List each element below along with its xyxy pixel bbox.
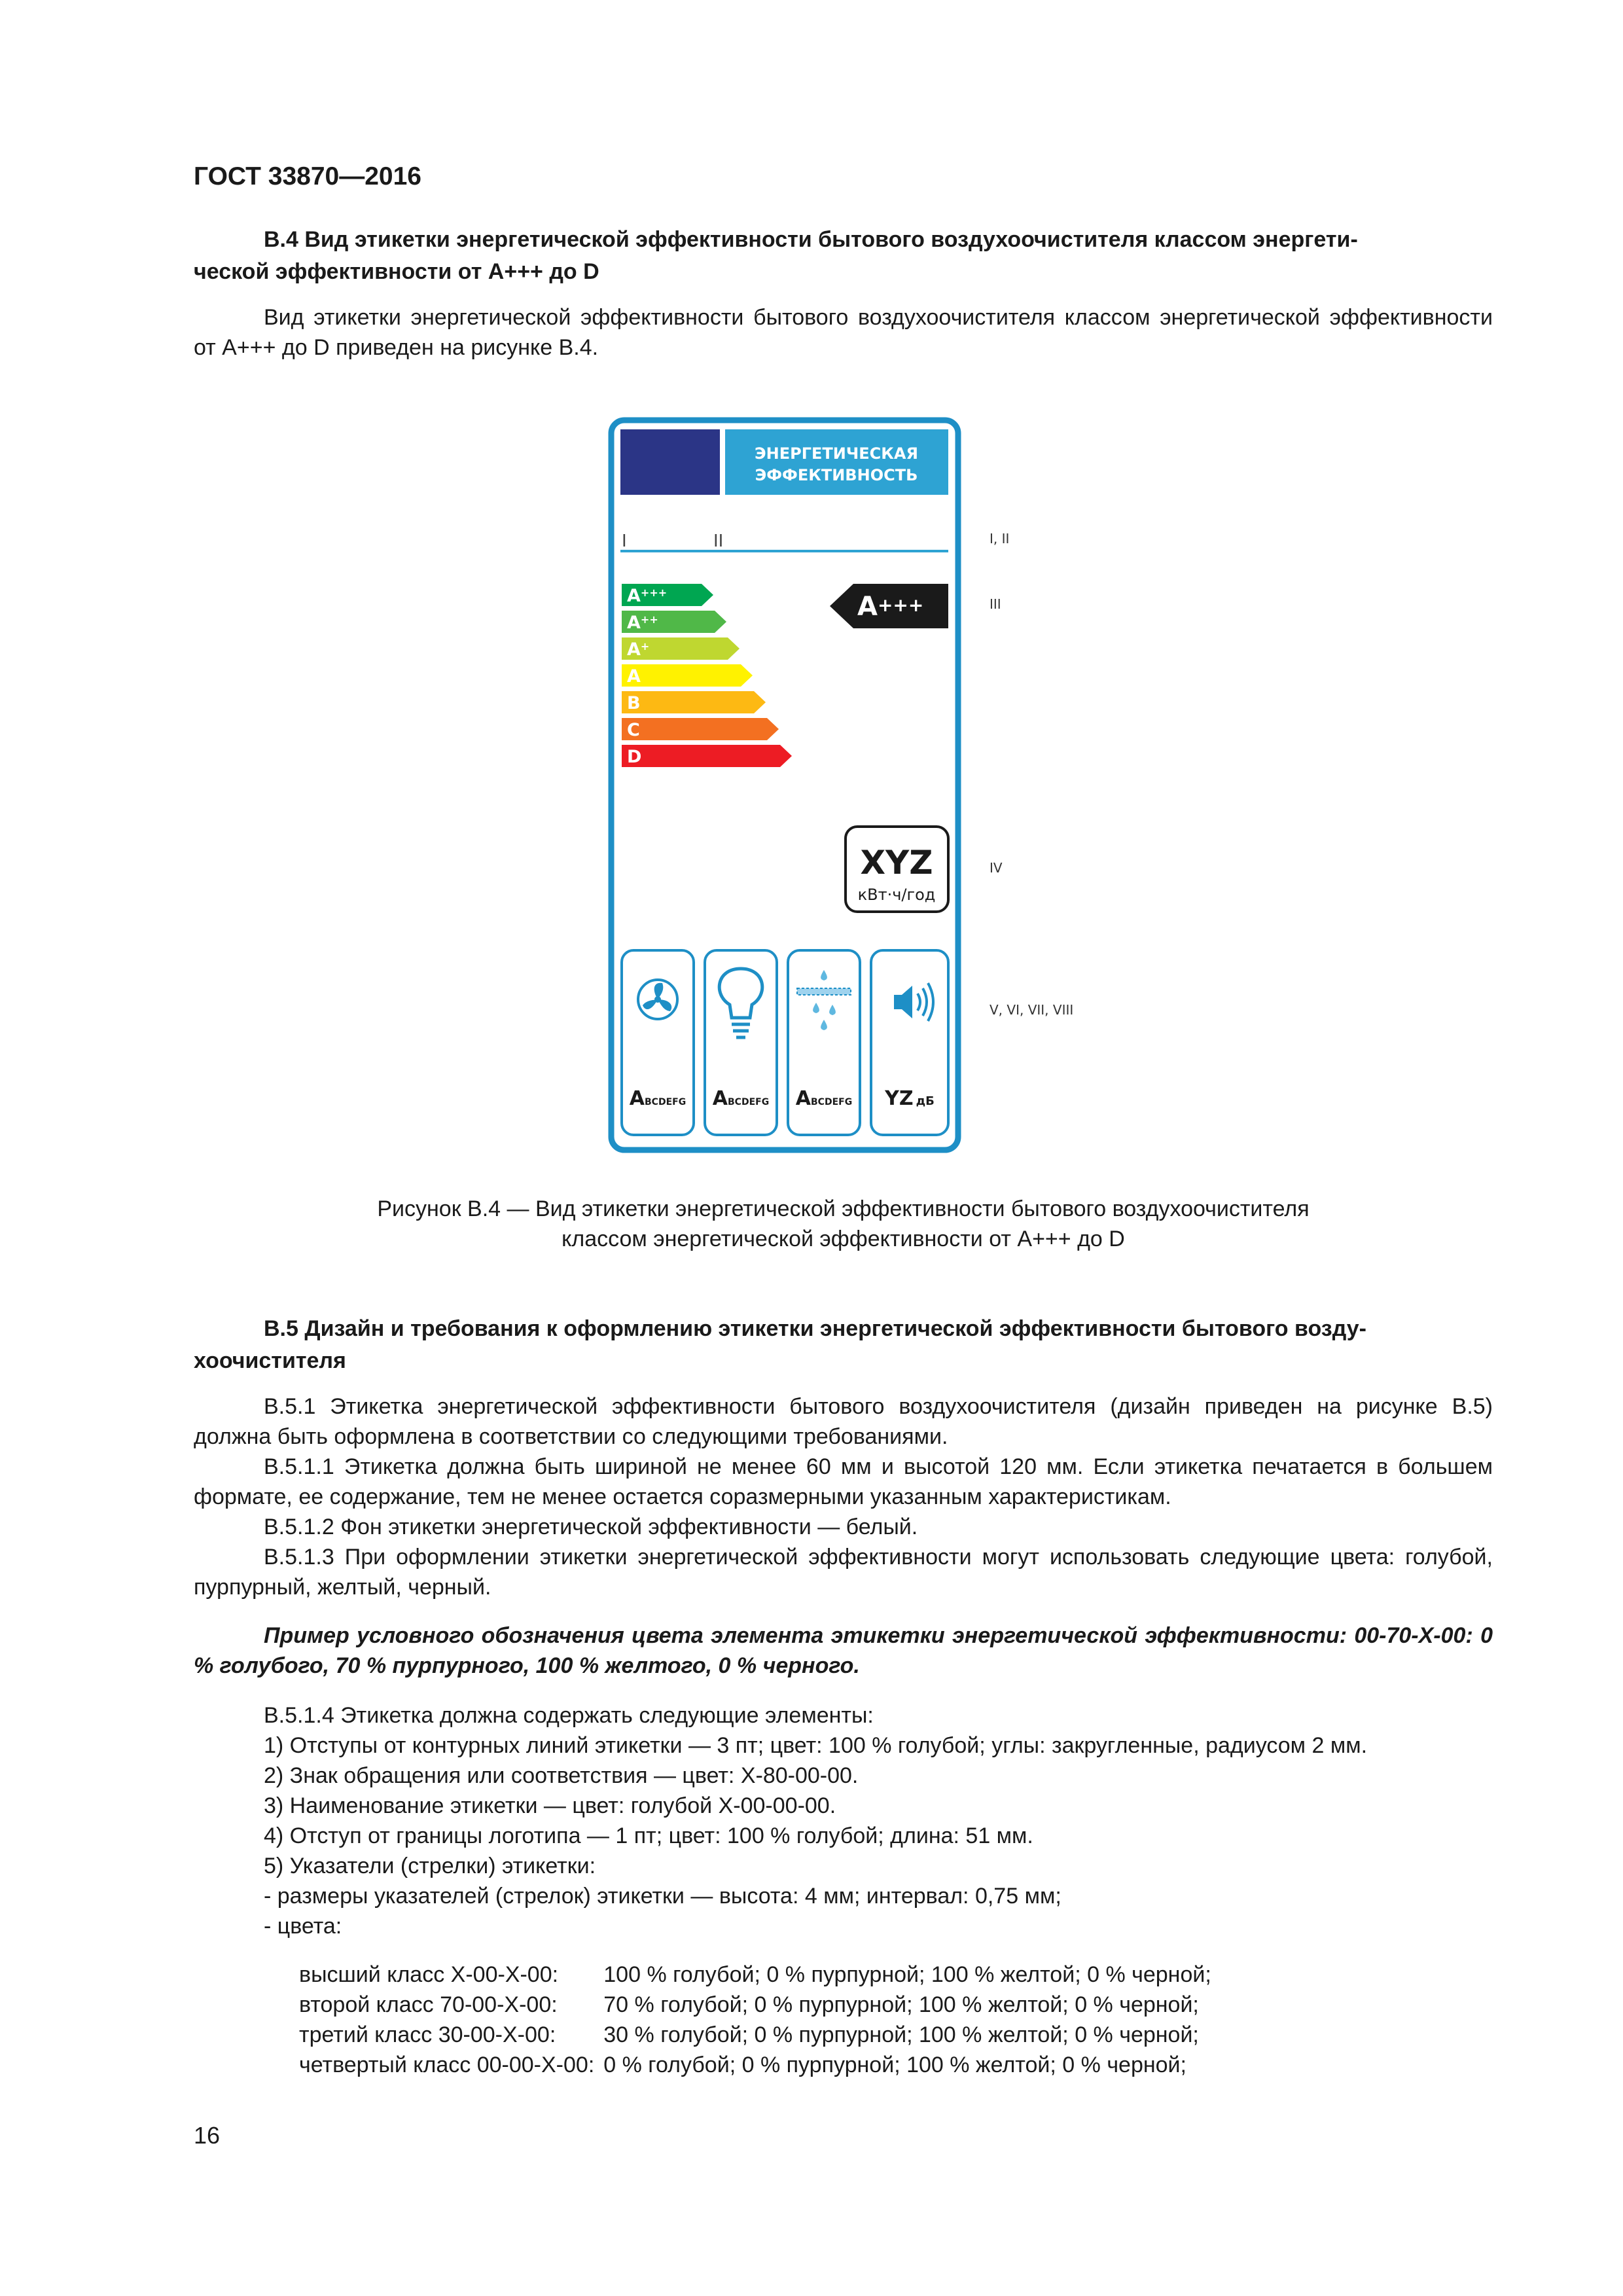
- list-item: - цвета:: [264, 1914, 342, 1939]
- marker-iv: IV: [990, 860, 1003, 876]
- class-arrow-label: A+++: [627, 586, 668, 606]
- list-item: 3) Наименование этикетки — цвет: голубой Х-00-00-00.: [264, 1793, 836, 1818]
- label-field-ii: II: [713, 531, 724, 551]
- marker-iii: III: [990, 596, 1001, 612]
- paragraph-b511: В.5.1.1 Этикетка должна быть шириной не менее 60 мм и высотой 120 мм. Если этикетка печатается в большем формате, ее содержание, тем не менее остается соразмерными указанным характеристикам.: [194, 1454, 1493, 1509]
- section-b4-title: В.4 Вид этикетки энергетической эффективности бытового воздухоочистителя классом энергети- ческой эффективности от А+++ до D: [194, 227, 1358, 284]
- section-b5-title: В.5 Дизайн и требования к оформлению этикетки энергетической эффективности бытового возду- хоочистителя: [194, 1316, 1366, 1373]
- color-class-value: 30 % голубой; 0 % пурпурной; 100 % желтой; 0 % черной;: [603, 2022, 1199, 2047]
- page-number: 16: [194, 2122, 221, 2149]
- table-row: [299, 1960, 1221, 1990]
- color-class-name: высший класс Х-00-Х-00:: [299, 1962, 559, 1987]
- class-arrow: [622, 718, 779, 740]
- fan-scale-text: ABCDEFG: [629, 1087, 687, 1110]
- color-table: [299, 1960, 1221, 2080]
- document-code: ГОСТ 33870—2016: [194, 162, 421, 190]
- consumption-unit: кВт·ч/год: [857, 886, 936, 904]
- marker-i-ii: I, II: [990, 531, 1010, 547]
- class-arrow: [622, 664, 753, 687]
- list-item: 1) Отступы от контурных линий этикетки — 3 пт; цвет: 100 % голубой; углы: закругленные, радиусом 2 мм.: [264, 1733, 1368, 1758]
- label-field-i: I: [622, 531, 627, 551]
- light-scale-text: ABCDEFG: [712, 1087, 770, 1110]
- class-indicator-text: A+++: [857, 592, 924, 622]
- table-row: [299, 1990, 1221, 2020]
- color-class-name: второй класс 70-00-Х-00:: [299, 1992, 558, 2017]
- paragraph-b512: В.5.1.2 Фон этикетки энергетической эффективности — белый.: [264, 1515, 918, 1539]
- color-class-value: 100 % голубой; 0 % пурпурной; 100 % желтой; 0 % черной;: [603, 1962, 1211, 1987]
- paragraph-b513: В.5.1.3 При оформлении этикетки энергетической эффективности могут использовать следующие цвета: голубой, пурпурный, желтый, черный.: [194, 1545, 1493, 1600]
- table-row: [299, 2050, 1221, 2080]
- class-arrow-label: A+: [627, 639, 650, 660]
- example-note: Пример условного обозначения цвета элемента этикетки энергетической эффективности: 00-70-Х-00: 0 % голубого, 70 % пурпурного, 100 % желтого, 0 % черного.: [194, 1623, 1493, 1678]
- noise-value-text: YZ дБ: [885, 1087, 935, 1110]
- list-item: 2) Знак обращения или соответствия — цвет: Х-80-00-00.: [264, 1763, 859, 1788]
- class-arrow-label: B: [627, 693, 641, 713]
- table-row: [299, 2020, 1221, 2050]
- class-arrow-label: A++: [627, 613, 658, 633]
- list-item: 4) Отступ от границы логотипа — 1 пт; цвет: 100 % голубой; длина: 51 мм.: [264, 1823, 1033, 1848]
- label-title-line2: ЭФФЕКТИВНОСТЬ: [755, 466, 918, 484]
- class-arrow-label: D: [627, 747, 642, 767]
- class-arrow-label: A: [627, 666, 641, 687]
- paragraph-b511-intro: В.5.1 Этикетка энергетической эффективности бытового воздухоочистителя (дизайн приведен на рисунке В.5) должна быть оформлена в соответствии со следующими требованиями.: [194, 1394, 1493, 1449]
- color-class-name: третий класс 30-00-Х-00:: [299, 2022, 556, 2047]
- energy-label-figure: [589, 412, 1309, 1158]
- consumption-value: XYZ: [860, 844, 933, 882]
- label-title-line1: ЭНЕРГЕТИЧЕСКАЯ: [755, 444, 918, 463]
- color-class-value: 0 % голубой; 0 % пурпурной; 100 % желтой; 0 % черной;: [603, 2053, 1186, 2077]
- filter-scale-text: ABCDEFG: [795, 1087, 853, 1110]
- paragraph-b514: В.5.1.4 Этикетка должна содержать следующие элементы:: [264, 1703, 874, 1728]
- list-item: 5) Указатели (стрелки) этикетки:: [264, 1854, 596, 1878]
- list-item: - размеры указателей (стрелок) этикетки — высота: 4 мм; интервал: 0,75 мм;: [264, 1884, 1061, 1909]
- color-class-value: 70 % голубой; 0 % пурпурной; 100 % желтой; 0 % черной;: [603, 1992, 1199, 2017]
- class-arrow-label: C: [627, 720, 640, 740]
- label-logo-block: [620, 429, 720, 495]
- class-arrow: [622, 745, 792, 767]
- figure-caption: Рисунок В.4 — Вид этикетки энергетической эффективности бытового воздухоочистителя классом энергетической эффективности от А+++ до D: [377, 1196, 1310, 1251]
- section-b4-paragraph: Вид этикетки энергетической эффективности бытового воздухоочистителя классом энергетической эффективности от А+++ до D приведен на рисунке В.4.: [194, 305, 1493, 360]
- class-arrow: [622, 691, 766, 713]
- color-class-name: четвертый класс 00-00-Х-00:: [299, 2053, 595, 2077]
- marker-v-viii: V, VI, VII, VIII: [990, 1002, 1074, 1018]
